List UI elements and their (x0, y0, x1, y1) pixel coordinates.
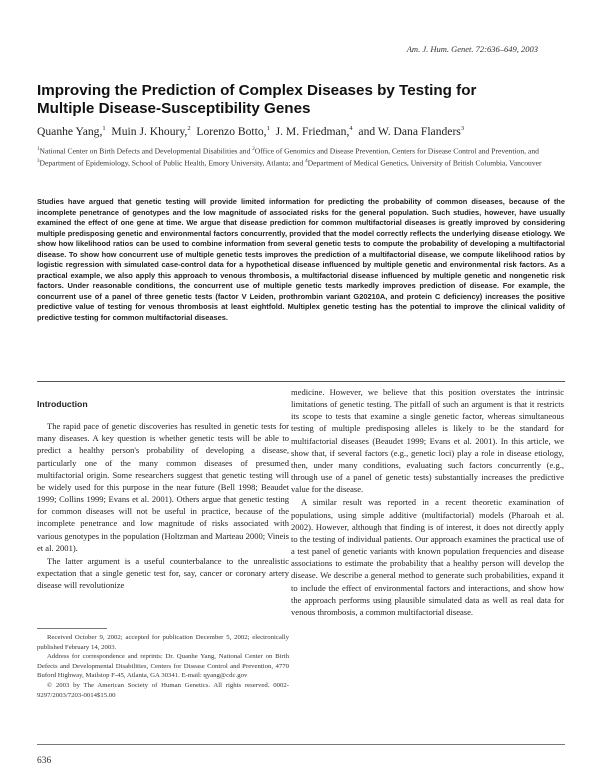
affil-text: Department of Epidemiology, School of Public Health, Emory University, Atlanta; and (39, 158, 306, 168)
author-affil-mark: 1 (266, 125, 270, 133)
author-affil-mark: 3 (460, 125, 465, 133)
author-name: J. M. Friedman, (275, 125, 350, 138)
left-column (37, 398, 289, 591)
body-paragraph: medicine. However, we believe that this position overstates the intrinsic limitations of genetic testing. The pitfall of such an argument is that it restricts its scope to tests that examine a single genetic factor, whereas simultaneous testing of multiple predisposing alleles is likely to be the standard for multifactorial diseases (Beaudet 1999; Evans et al. 2001). In this article, we show that, if several factors (e.g., genetic loci) play a role in disease etiology, then, under many conditions, evaluating such factors concurrently (e.g., through use of a panel of genetic tests) substantially increases the predictive value for the disease. (291, 387, 564, 495)
author-name: Muin J. Khoury, (111, 125, 188, 138)
footnote-correspondence: Address for correspondence and reprints: Dr. Quanhe Yang, National Center on Birth Defects and Developmental Disabilities, Centers for Disease Control and Prevention, 4770 Buford Highway, Mailstop F-45, Atlanta, GA 30341. E-mail: qyang@cdc.gov (37, 653, 289, 680)
body-paragraph: The latter argument is a useful counterbalance to the unrealistic expectation that a single genetic test for, say, cancer or coronary artery disease will revolutionize (37, 555, 289, 591)
first-page-footnotes (37, 628, 289, 700)
page-number: 636 (37, 756, 52, 766)
body-paragraph: A similar result was reported in a recent theoretic examination of populations, using simple additive (multifactorial) models (Pharoah et al. 2002). However, although that finding is of interest, it does not directly apply to the testing of individual patients. Our approach examines the practical use of a test panel of genetic variants with known population frequencies and disease associations to estimate the probability that a healthy person will develop the disease. We describe a general method to generate such probabilities, expand it to include the effect of environmental factors and interactions, and show how the approach performs using plausible simulated data as well as real data for venous thrombosis, a common multifactorial disease. (291, 497, 564, 617)
footnote-copyright: © 2003 by The American Society of Human Genetics. All rights reserved. 0002-9297/2003/7203-0014$15.00 (37, 681, 289, 699)
author-name: Quanhe Yang, (37, 125, 103, 138)
article-title: Improving the Prediction of Complex Diseases by Testing for Multiple Disease-Susceptibility Genes (37, 82, 477, 117)
affil-text: National Center on Birth Defects and Developmental Disabilities and (39, 146, 253, 156)
affil-mark: 1 (37, 147, 40, 152)
abstract: Studies have argued that genetic testing will provide limited information for predicting the probability of common diseases, because of the incomplete penetrance of genotypes and the low magnitude of associated risks for the general population. Such studies, however, have usually examined the effect of one gene at time. We argue that disease prediction for common multifactorial diseases is greatly improved by considering multiple predisposing genetic and environmental factors concurrently, provided that the model correctly reflects the underlying disease etiology. We show how likelihood ratios can be used to combine information from several genetic tests to compute the probability of developing a multifactorial disease. To show how concurrent use of multiple genetic tests improves the prediction of a multifactorial disease, we compute likelihood ratios by logistic regression with simulated case-control data for a hypothetical disease influenced by multiple genetic and environmental risk factors. As a practical example, we also apply this approach to venous thrombosis, a multifactorial disease influenced by multiple genetic and nongenetic risk factors. Under reasonable conditions, the concurrent use of multiple genetic tests markedly improves prediction of disease. For example, the concurrent use of a panel of three genetic tests (factor V Leiden, prothrombin variant G20210A, and protein C deficiency) increases the positive predictive value of testing for venous thrombosis at least eightfold. Multiplex genetic testing has the potential to improve the clinical validity of predictive testing for common multifactorial diseases. (37, 197, 565, 323)
author-list (37, 125, 464, 138)
affil-mark: 2 (252, 147, 255, 152)
author-affil-mark: 4 (349, 125, 353, 133)
affil-text: Department of Medical Genetics, University of British Columbia, Vancouver (307, 158, 542, 168)
affil-mark: 4 (305, 158, 308, 164)
section-divider (37, 381, 565, 382)
footnote-received: Received October 9, 2002; accepted for publication December 5, 2002; electronically published February 14, 2003. (37, 634, 289, 651)
right-column (291, 386, 564, 618)
affil-text: Office of Genomics and Disease Prevention, Centers for Disease Control and Prevention, and (254, 146, 539, 156)
body-paragraph: The rapid pace of genetic discoveries has resulted in genetic tests for many diseases. A key question is whether genetic tests will be able to predict a healthy person's probability of developing a disease, particularly one of the many common diseases of presumed multifactorial origin. Some researchers suggest that genetic testing will be widely used for this purpose in the near future (Bell 1998; Beaudet 1999; Collins 1999; Evans et al. 2001). Others argue that genetic testing for common diseases will not be useful in practice, because of the incomplete penetrance and low magnitude of risks associated with various genotypes in the population (Holtzman and Marteau 2000; Vineis et al. 2001). (37, 421, 289, 553)
author-affil-mark: 2 (187, 125, 191, 133)
author-name: Lorenzo Botto, (196, 125, 267, 138)
footer-divider (37, 744, 565, 745)
author-name: and W. Dana Flanders (358, 125, 461, 138)
footnote-rule (37, 628, 107, 629)
journal-citation: Am. J. Hum. Genet. 72:636–649, 2003 (406, 44, 538, 54)
affiliations (37, 145, 565, 168)
intro-heading: Introduction (37, 399, 88, 409)
affil-mark: 3 (37, 158, 40, 164)
author-affil-mark: 1 (102, 125, 106, 133)
